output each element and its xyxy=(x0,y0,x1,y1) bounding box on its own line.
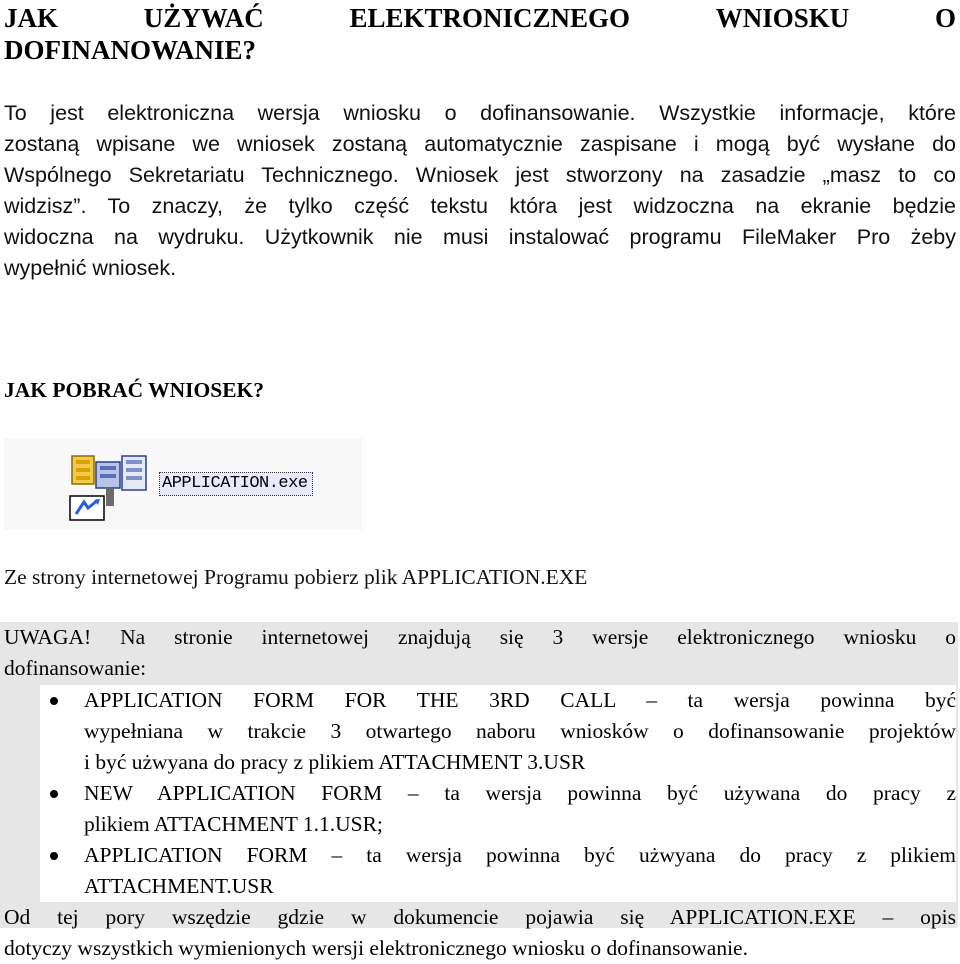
heading-word: UŻYWAĆ xyxy=(143,3,264,33)
footer-line: dotyczy wszystkich wymienionych wersji elektronicznego wniosku o dofinansowanie. xyxy=(4,936,748,960)
list-item-line: APPLICATION FORM FOR THE 3RD CALL – ta wersja powinna być xyxy=(84,688,956,712)
file-name-label[interactable]: APPLICATION.exe xyxy=(159,472,313,496)
list-item-line: i być użwyana do pracy z plikiem ATTACHMENT 3.USR xyxy=(84,750,586,774)
intro-line: zostaną wpisane we wniosek zostaną automatycznie zaspisane i mogą być wysłane do xyxy=(4,132,956,156)
footer-line: Od tej pory wszędzie gdzie w dokumencie pojawia się APPLICATION.EXE – opis xyxy=(4,905,956,929)
footer-paragraph xyxy=(4,902,956,964)
heading-word: WNIOSKU xyxy=(715,3,850,33)
intro-line: To jest elektroniczna wersja wniosku o dofinansowanie. Wszystkie informacje, które xyxy=(4,101,956,125)
intro-paragraph xyxy=(4,98,956,284)
list-item xyxy=(40,840,956,902)
archive-exe-icon xyxy=(66,452,154,524)
file-icon-screenshot xyxy=(4,438,362,530)
download-instruction: Ze strony internetowej Programu pobierz plik APPLICATION.EXE xyxy=(4,565,588,589)
versions-list xyxy=(40,685,956,902)
list-item-line: ATTACHMENT.USR xyxy=(84,874,274,898)
heading-word: JAK xyxy=(4,3,58,33)
list-item xyxy=(40,778,956,840)
list-item-line: wypełniana w trakcie 3 otwartego naboru wniosków o dofinansowanie projektów xyxy=(84,719,956,743)
warning-line: dofinansowanie: xyxy=(4,656,147,680)
main-heading-line2: DOFINANOWANIE? xyxy=(4,35,257,65)
list-item-line: NEW APPLICATION FORM – ta wersja powinna być używana do pracy z xyxy=(84,781,956,805)
bullet-icon xyxy=(50,852,58,860)
download-heading: JAK POBRAĆ WNIOSEK? xyxy=(4,378,265,402)
list-item-line: APPLICATION FORM – ta wersja powinna być użwyana do pracy z plikiem xyxy=(84,843,956,867)
bullet-icon xyxy=(50,790,58,798)
heading-word: ELEKTRONICZNEGO xyxy=(349,3,631,33)
main-heading-line1 xyxy=(4,2,956,34)
intro-line: wypełnić wniosek. xyxy=(4,256,177,280)
intro-line: Wspólnego Sekretariatu Technicznego. Wniosek jest stworzony na zasadzie „masz to co xyxy=(4,163,956,187)
intro-line: widzisz”. To znaczy, że tylko część tekstu która jest widzoczna na ekranie będzie xyxy=(4,194,956,218)
bullet-icon xyxy=(50,697,58,705)
intro-line: widoczna na wydruku. Użytkownik nie musi instalować programu FileMaker Pro żeby xyxy=(4,225,956,249)
main-heading xyxy=(4,2,956,66)
list-item xyxy=(40,685,956,778)
warning-paragraph xyxy=(4,622,956,684)
heading-word: O xyxy=(934,3,956,33)
list-item-line: plikiem ATTACHMENT 1.1.USR; xyxy=(84,812,383,836)
warning-line: UWAGA! Na stronie internetowej znajdują się 3 wersje elektronicznego wniosku o xyxy=(4,625,956,649)
